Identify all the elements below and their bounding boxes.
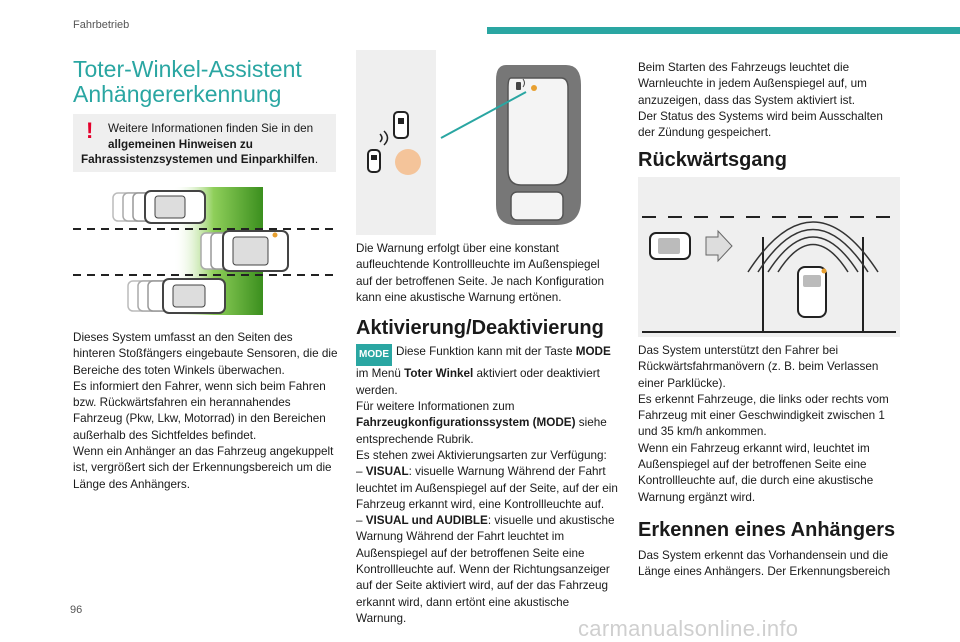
paragraph: MODE Diese Funktion kann mit der Taste MODE im Menü Toter Winkel aktiviert oder deaktiviert werden. <box>356 345 611 397</box>
approaching-vehicle <box>650 233 690 259</box>
reverse-gear-illustration <box>638 177 900 337</box>
paragraph: Wenn ein Fahrzeug erkannt wird, leuchtet im Außenspiegel auf der betroffenen Seite eine Kontrollleuchte auf, die durch eine akustische Warnung ergänzt wird. <box>638 441 874 504</box>
paragraph: Dieses System umfasst an den Seiten des hinteren Stoßfängers eingebaute Sensoren, die die Bereiche des toten Winkels überwachen. <box>73 331 338 377</box>
header-accent-bar <box>487 27 960 34</box>
car-top-icon <box>368 150 380 172</box>
info-note <box>73 114 336 172</box>
warning-exclamation-icon: ! <box>86 118 94 143</box>
paragraph: Für weitere Informationen zum Fahrzeugkonfigurationssystem (MODE) siehe entsprechende Rubrik. <box>356 400 607 446</box>
paragraph: Die Warnung erfolgt über eine konstant aufleuchtende Kontrollleuchte im Außenspiegel auf der betroffenen Seite. Je nach Konfiguration kann eine akustische Warnung ertönen. <box>356 242 604 304</box>
section-heading-reverse: Rückwärtsgang <box>638 149 787 171</box>
running-header: Fahrbetrieb <box>73 19 130 31</box>
column-1-body <box>73 330 338 493</box>
paragraph: Es erkennt Fahrzeuge, die links oder rechts vom Fahrzeug mit einer Geschwindigkeit zwischen 1 und 35 km/h ankommen. <box>638 392 889 439</box>
paragraph: Das System erkennt das Vorhandensein und die Länge eines Anhängers. Der Erkennungsbereich <box>638 548 891 579</box>
note-text: Weitere Informationen finden Sie in den allgemeinen Hinweisen zu <box>108 122 314 151</box>
own-vehicle <box>201 231 288 271</box>
section-heading-trailer: Erkennen eines Anhängers <box>638 518 896 541</box>
list-item: – VISUAL und AUDIBLE: visuelle und akustische Warnung Während der Fahrt leuchtet im Außenspiegel auf der betroffenen Seite eine Kontrollleuchte auf. Wenn der Richtungsanzeiger auf der Seite aktiviert wird, auf der das Fahrzeug erkannt wird, dann ertönt eine akustische Warnung. <box>356 514 615 625</box>
mirror-glass <box>508 78 568 185</box>
own-vehicle <box>798 267 827 317</box>
approaching-vehicle <box>113 191 205 223</box>
paragraph: Es stehen zwei Aktivierungsarten zur Verfügung: <box>356 448 607 462</box>
section-heading-activation: Aktivierung/Deaktivierung <box>356 317 604 340</box>
paragraph: Es informiert den Fahrer, wenn sich beim Fahren bzw. Rückwärtsfahren ein herannahendes Fahrzeug (Pkw, Lkw, Motorrad) in den Bereichen außerhalb des Sichtfeldes befindet. <box>73 379 326 442</box>
approaching-vehicle <box>128 279 225 313</box>
column-3-intro <box>638 60 900 141</box>
paragraph: Beim Starten des Fahrzeugs leuchtet die Warnleuchte in jedem Außenspiegel auf, um anzuzeigen, dass das System aktiviert ist. <box>638 61 867 107</box>
car-top-icon <box>394 112 408 138</box>
column-3-body <box>638 343 900 581</box>
watermark: carmanualsonline.info <box>578 616 799 641</box>
note-text-bold: Fahrassistenzsystemen und Einparkhilfen. <box>81 153 319 166</box>
blind-spot-zones-illustration <box>73 185 338 320</box>
warning-light-icon <box>395 149 421 175</box>
page-title: Toter-Winkel-Assistent Anhängererkennung <box>73 56 302 107</box>
column-2-body <box>356 241 618 627</box>
paragraph: Der Status des Systems wird beim Ausschalten der Zündung gespeichert. <box>638 109 883 140</box>
list-item: – VISUAL: visuelle Warnung Während der Fahrt leuchtet im Außenspiegel auf der Seite, auf der ein Fahrzeug erkannt wird, eine Kontrollleuchte auf. <box>356 465 618 511</box>
mirror-warning-light-illustration <box>356 50 606 235</box>
page-number: 96 <box>70 604 83 616</box>
paragraph: Wenn ein Anhänger an das Fahrzeug angekuppelt ist, vergrößert sich der Erkennungsbereich um die Länge des Anhängers. <box>73 445 334 491</box>
mode-button-icon: MODE <box>356 344 392 366</box>
paragraph: Das System unterstützt den Fahrer bei Rückwärtsfahrmanövern (z. B. beim Verlassen einer Parklücke). <box>638 344 879 390</box>
